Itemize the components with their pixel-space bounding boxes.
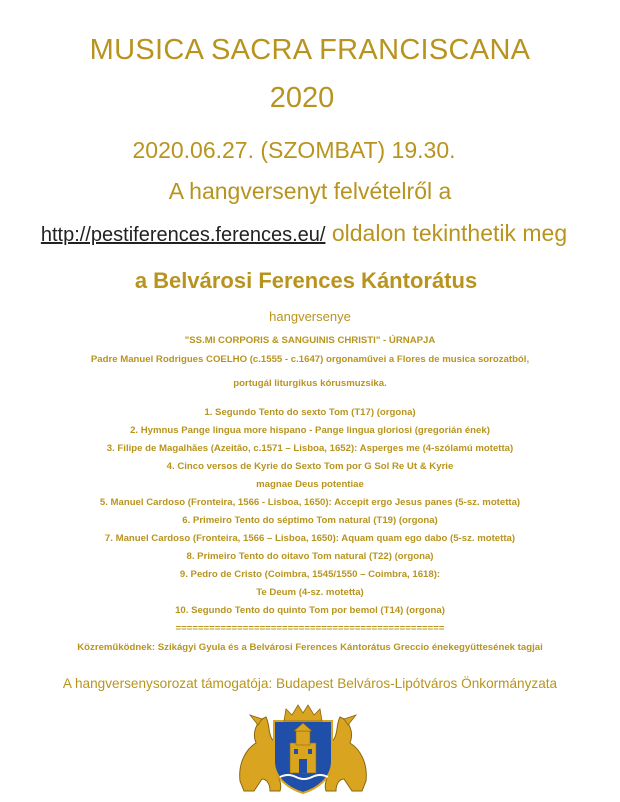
poster-title: MUSICA SACRA FRANCISCANA <box>89 34 531 66</box>
program-item: magnae Deus potentiae <box>256 479 364 490</box>
recording-note: A hangversenyt felvételről a <box>168 178 452 204</box>
program-divider: ================================================ <box>175 623 445 634</box>
support-line: A hangversenysorozat támogatója: Budapest Belváros-Lipótváros Önkormányzata <box>62 676 558 691</box>
website-link[interactable]: http://pestiferences.ferences.eu/ <box>40 224 326 246</box>
ensemble-name: a Belvárosi Ferences Kántorátus <box>134 268 478 293</box>
program-item: 5. Manuel Cardoso (Fronteira, 1566 - Lisboa, 1650): Accepit ergo Jesus panes (5-sz. motetta) <box>99 497 521 508</box>
link-line <box>0 220 614 247</box>
performers-line: Közreműködnek: Szikágyi Gyula és a Belvárosi Ferences Kántorátus Greccio énekegyüttesének tagjai <box>77 642 543 653</box>
program-item: 10. Segundo Tento do quinto Tom por bemol (T14) (orgona) <box>175 605 445 616</box>
program-item: 2. Hymnus Pange lingua more hispano - Pange lingua gloriosi (gregorián ének) <box>130 425 490 436</box>
concert-datetime: 2020.06.27. (SZOMBAT) 19.30. <box>132 137 456 163</box>
program-item: 6. Primeiro Tento do séptimo Tom natural (T19) (orgona) <box>182 515 438 526</box>
program-item: 4. Cinco versos de Kyrie do Sexto Tom por G Sol Re Ut & Kyrie <box>166 461 454 472</box>
coat-of-arms-icon <box>236 703 370 795</box>
poster-year: 2020 <box>269 82 335 114</box>
program-item: 1. Segundo Tento do sexto Tom (T17) (orgona) <box>204 407 416 418</box>
program-item: 8. Primeiro Tento do oitavo Tom natural (T22) (orgona) <box>186 551 434 562</box>
link-suffix: oldalon tekinthetik meg <box>325 220 568 246</box>
program-item: 9. Pedro de Cristo (Coimbra, 1545/1550 – Coimbra, 1618): <box>179 569 441 580</box>
program-intro-2: portugál liturgikus kórusmuzsika. <box>233 378 387 389</box>
program-subtitle: "SS.MI CORPORIS & SANGUINIS CHRISTI" - ÚRNAPJA <box>184 335 436 346</box>
program-item: 7. Manuel Cardoso (Fronteira, 1566 – Lisboa, 1650): Aquam quam ego dabo (5-sz. motetta) <box>104 533 516 544</box>
program-item: Te Deum (4-sz. motetta) <box>256 587 364 598</box>
concert-word: hangversenye <box>269 309 351 324</box>
program-item: 3. Filipe de Magalhães (Azeitão, c.1571 – Lisboa, 1652): Asperges me (4-szólamú motetta) <box>106 443 514 454</box>
program-intro-1: Padre Manuel Rodrigues COELHO (c.1555 - c.1647) orgonaművei a Flores de musica sorozatból, <box>90 354 530 365</box>
